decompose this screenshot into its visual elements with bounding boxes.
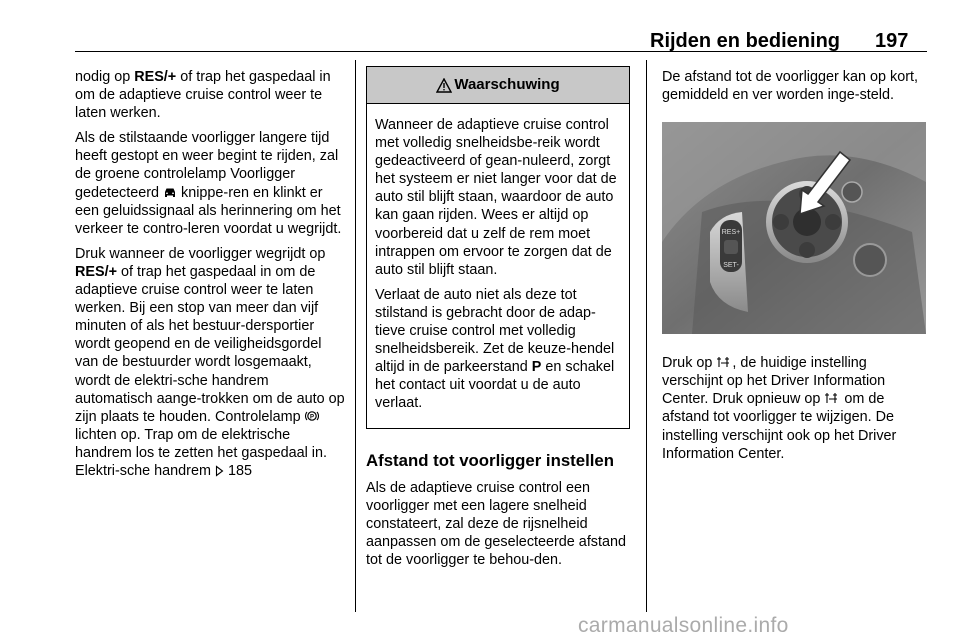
set-button-label: SET- [723,262,739,270]
warning-paragraph-2: Verlaat de auto niet als deze tot stilstand is gebracht door de adap-tieve cruise control met volledig snelheidsbereik. Zet de keuze-hendel altijd in de parkeerstand P en schakel het contact uit voordat u de auto verlaat. [375,286,615,412]
page-reference-icon[interactable] [215,465,224,477]
paragraph-resume: nodig op RES/+ of trap het gaspedaal in om de adaptieve cruise control weer te laten werken. [75,69,331,122]
steering-wheel-controls-photo [662,122,926,334]
column-2 [366,66,632,576]
section-body: Als de adaptieve cruise control een voorligger met een lagere snelheid constateert, zal deze de rijsnelheid aanpassen om de geselecteerde afstand tot de voorligger te behou-den. [366,479,627,568]
warning-title: Waarschuwing [454,75,560,93]
watermark: carmanualsonline.info [578,614,789,637]
paragraph-press-button: Druk op , de huidige instelling verschijnt op het Driver Information Center. Druk opnieuw op om de afstand tot voorligger te wijzigen. De instelling verschijnt ook op het Driver Information Center. [662,355,897,462]
paragraph-distance-settings: De afstand tot de voorligger kan op kort, gemiddeld en ver worden inge-steld. [662,69,918,104]
column-1 [75,68,345,487]
warning-body [367,104,629,428]
following-distance-icon [716,355,732,369]
warning-header [367,67,629,104]
res-button-label: RES+ [721,229,741,237]
page-header-title: Rijden en bediening [650,30,841,52]
warning-paragraph-1: Wanneer de adaptieve cruise control met volledig snelheidsbe-reik wordt gedeactiveerd of gean-nuleerd, zorgt het systeem er niet langer voor dat de auto stil blijft staan, waardoor de auto kan gaan rijden. Wees er altijd op voorbereid dat u zelf de rem moet intrappen om ervoor te zorgen dat de auto stil blijft staan. [375,117,617,278]
warning-triangle-icon [436,78,452,93]
section-heading: Afstand tot voorligger instellen [366,450,615,470]
column-3 [662,68,930,470]
warning-box [366,66,630,429]
column-divider-left [355,60,356,612]
paragraph-vehicle-ahead: Als de stilstaande voorligger langere tijd heeft gestopt en weer begint te rijden, zal de groene controlelamp Voorligger gedetecteerd knippe-ren en klinkt er een geluidssignaal als herinnering om het verkeer te contro-leren voordat u wegrijdt. [75,130,342,237]
column-divider-right [646,60,647,612]
header-rule [75,51,927,52]
parking-brake-icon [305,409,319,423]
page-number: 197 [875,30,909,52]
following-distance-icon [824,391,840,405]
paragraph-stop: Druk wanneer de voorligger wegrijdt op RES/+ of trap het gaspedaal in om de adaptieve cruise control weer te laten werken. Bij een stop van meer dan vijf minuten of als het bestuur-dersportier wordt geopend en de veiligheidsgordel van de bestuurder wordt losgemaakt, wordt de elektri-sche handrem automatisch aange-trokken om de auto op zijn plaats te houden. Controlelamp P lichten op. Trap om de elektrische handrem los te zetten het gaspedaal in. Elektri-sche handrem 185 [75,245,345,479]
car-front-icon [163,187,177,199]
svg-text:P: P [309,413,314,420]
